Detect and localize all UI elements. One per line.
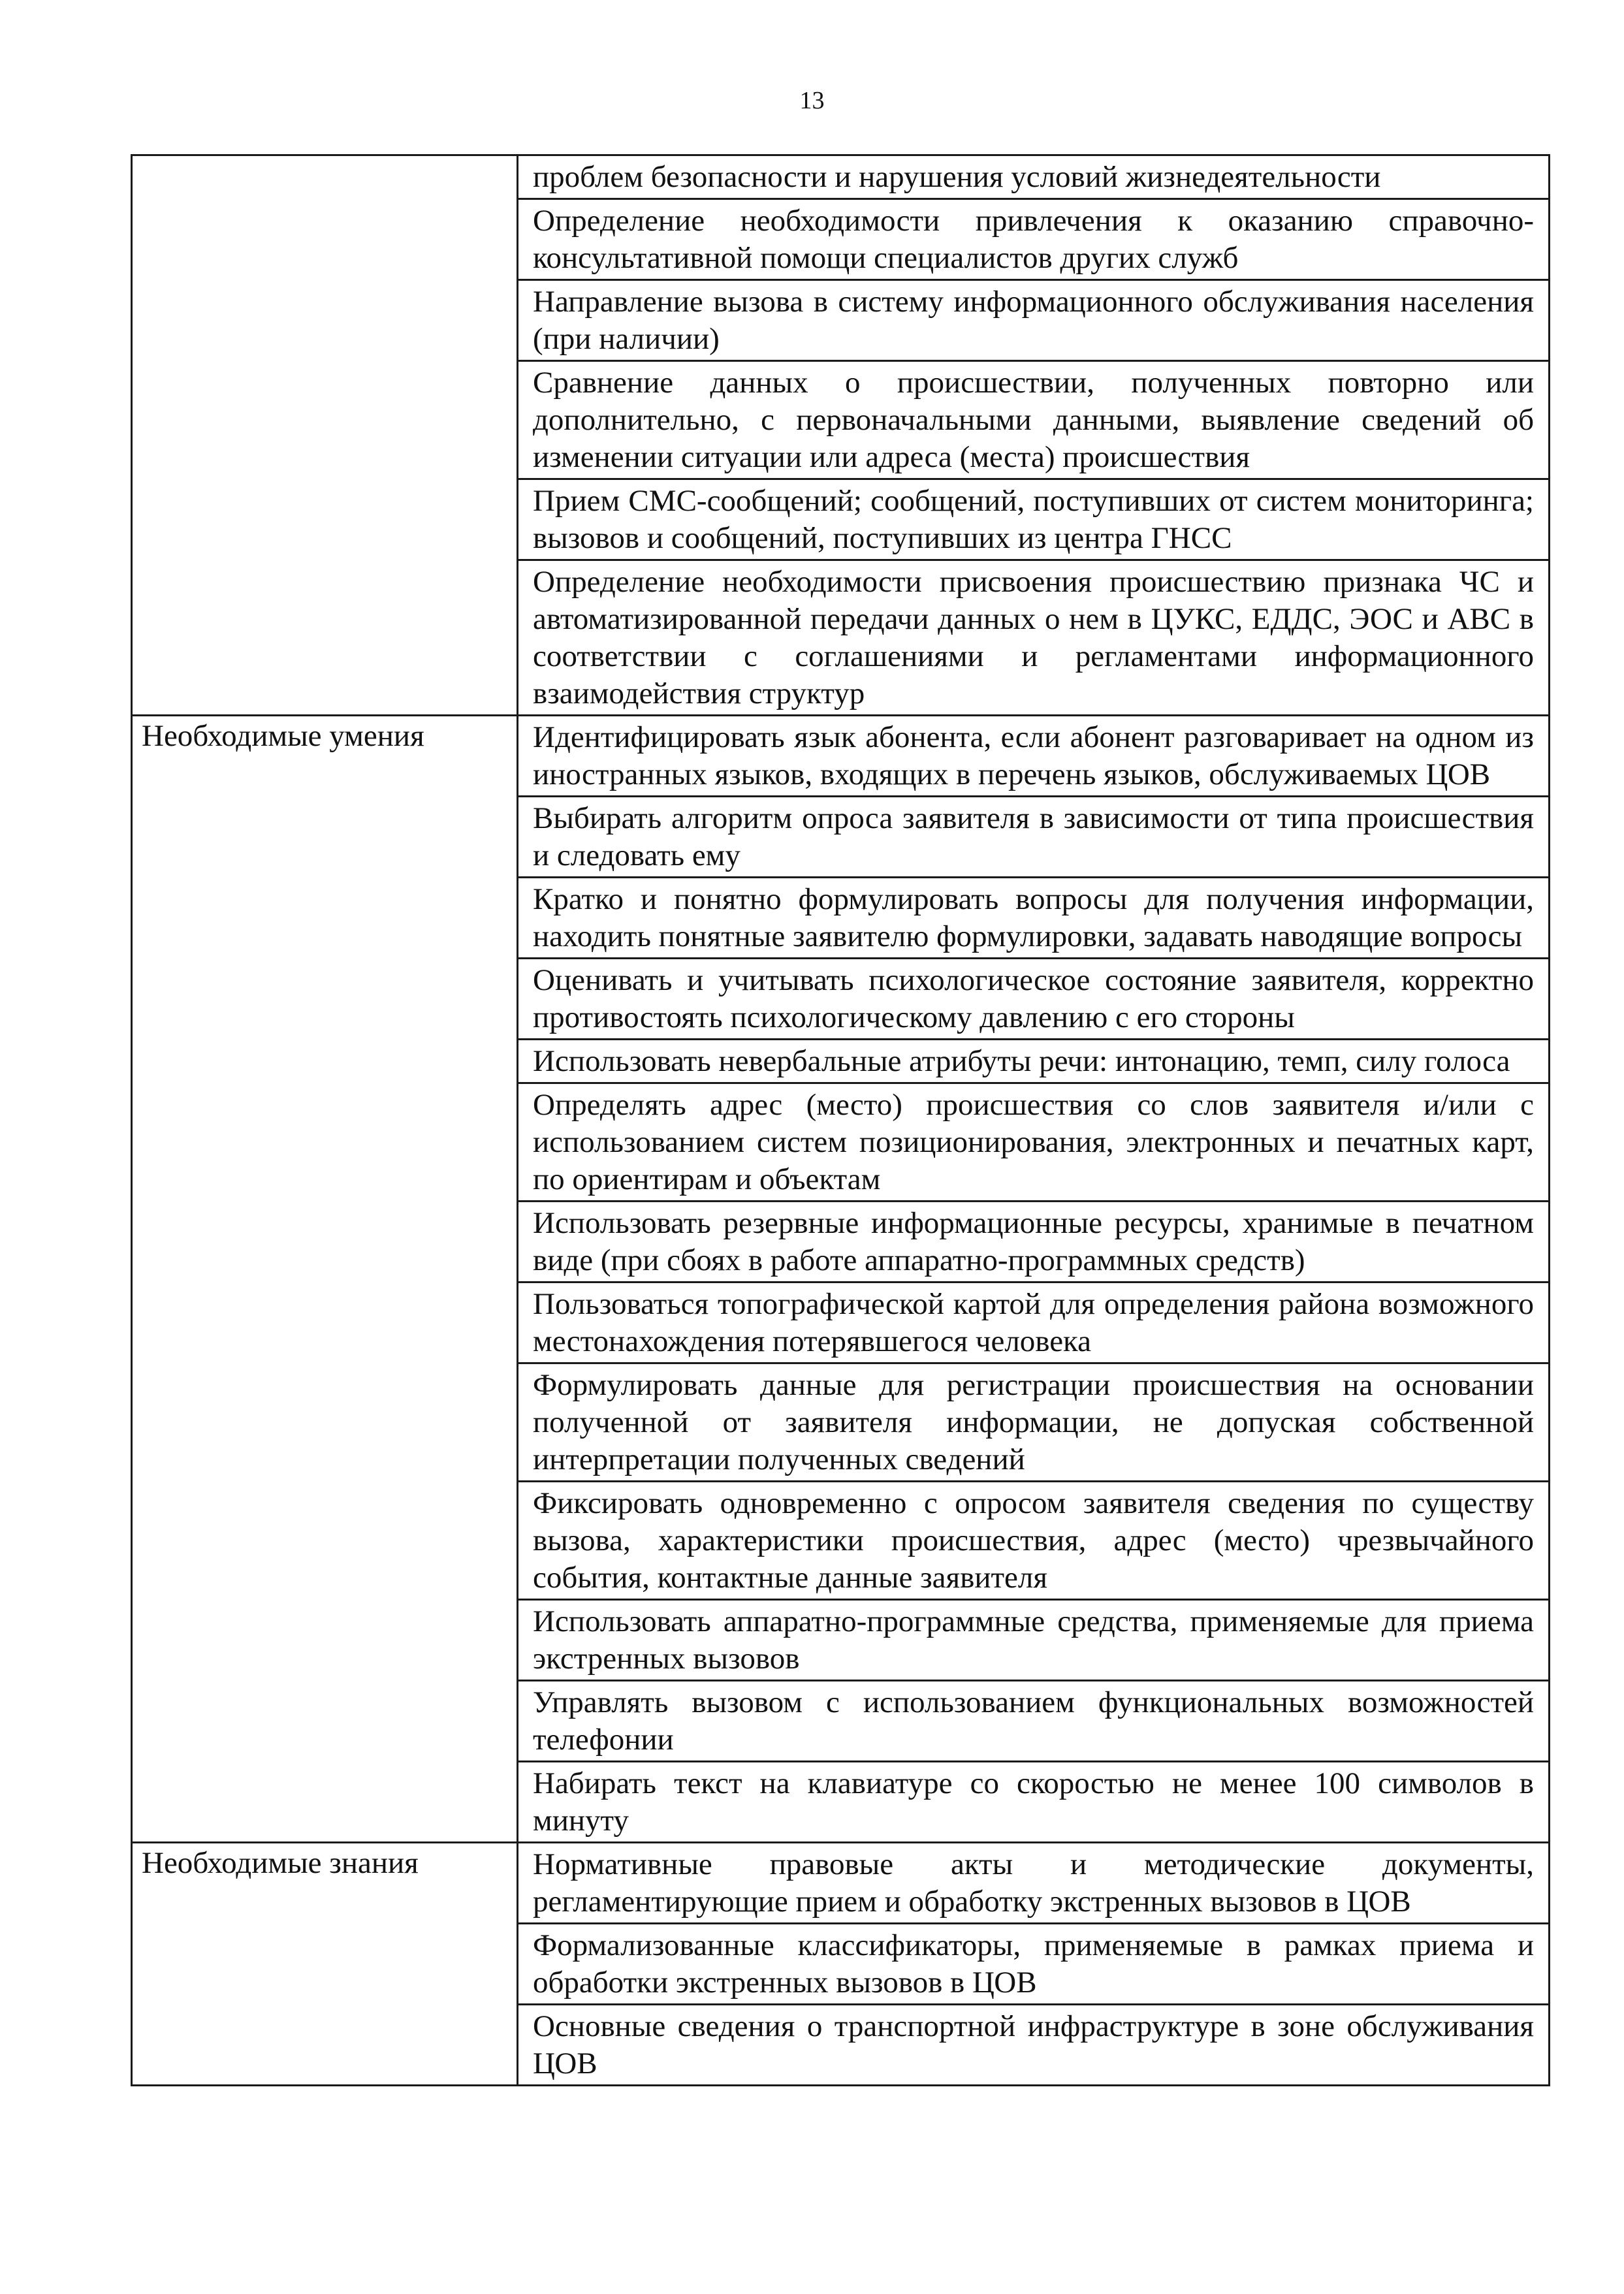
table-cell-text: Набирать текст на клавиатуре со скоростью не менее 100 символов в минуту [533, 1766, 1534, 1838]
table-row [132, 878, 1550, 959]
section-label: Необходимые умения [132, 716, 518, 797]
table-row [132, 1482, 1550, 1600]
table-row [132, 1843, 1550, 1924]
table-row [132, 361, 1550, 479]
table-cell-text: Использовать невербальные атрибуты речи: интонацию, темп, силу голоса [533, 1044, 1510, 1078]
table-cell-text: Прием СМС-сообщений; сообщений, поступивших от систем мониторинга; вызовов и сообщений, поступивших из центра ГНСС [533, 484, 1534, 555]
table-row [132, 959, 1550, 1040]
table-row [132, 1600, 1550, 1681]
table-cell-text: Управлять вызовом с использованием функциональных возможностей телефонии [533, 1685, 1534, 1757]
table-row [132, 797, 1550, 878]
page-number: 13 [799, 87, 825, 114]
table-cell-text: Нормативные правовые акты и методические документы, регламентирующие прием и обработку экстренных вызовов в ЦОВ [533, 1847, 1534, 1919]
table-cell-text: Выбирать алгоритм опроса заявителя в зависимости от типа происшествия и следовать ему [533, 801, 1534, 872]
competency-table [131, 154, 1550, 2086]
table-cell-text: Пользоваться топографической картой для определения района возможного местонахождения потерявшегося человека [533, 1287, 1534, 1358]
table-cell-text: Фиксировать одновременно с опросом заявителя сведения по существу вызова, характеристики происшествия, адрес (место) чрезвычайного события, контактные данные заявителя [533, 1486, 1534, 1595]
table-cell-text: Формулировать данные для регистрации происшествия на основании полученной от заявителя информации, не допуская собственной интерпретации полученных сведений [533, 1368, 1534, 1476]
table-cell-text: Определение необходимости присвоения происшествию признака ЧС и автоматизированной передачи данных о нем в ЦУКС, ЕДДС, ЭОС и АВС в соответствии с соглашениями и регламентами информационного взаимодействия структур [533, 565, 1534, 710]
table-row [132, 2005, 1550, 2086]
table-row [132, 1762, 1550, 1843]
table-row [132, 716, 1550, 797]
table-cell-text: Направление вызова в систему информационного обслуживания населения (при наличии) [533, 285, 1534, 356]
table-row [132, 1202, 1550, 1282]
table-cell-text: Определение необходимости привлечения к оказанию справочно-консультативной помощи специалистов других служб [533, 204, 1534, 275]
table-cell-text: Определять адрес (место) происшествия со слов заявителя и/или с использованием систем позиционирования, электронных и печатных карт, по ориентирам и объектам [533, 1088, 1534, 1196]
table-row [132, 1282, 1550, 1363]
table-row [132, 1924, 1550, 2005]
table-cell-text: Основные сведения о транспортной инфраструктуре в зоне обслуживания ЦОВ [533, 2009, 1534, 2080]
table-row [132, 560, 1550, 716]
table-cell-text: Формализованные классификаторы, применяемые в рамках приема и обработки экстренных вызовов в ЦОВ [533, 1928, 1534, 1999]
section-label [132, 155, 518, 199]
table-cell-text: проблем безопасности и нарушения условий жизнедеятельности [533, 160, 1381, 194]
table-cell-text: Использовать резервные информационные ресурсы, хранимые в печатном виде (при сбоях в работе аппаратно-программных средств) [533, 1206, 1534, 1277]
table-row [132, 1040, 1550, 1083]
table-row [132, 1363, 1550, 1482]
table-row [132, 280, 1550, 361]
table-cell-text: Оценивать и учитывать психологическое состояние заявителя, корректно противостоять психологическому давлению с его стороны [533, 963, 1534, 1034]
table-cell-text: Сравнение данных о происшествии, полученных повторно или дополнительно, с первоначальными данными, выявление сведений об изменении ситуации или адреса (места) происшествия [533, 366, 1534, 474]
section-label: Необходимые знания [132, 1843, 518, 1924]
table-row [132, 1681, 1550, 1762]
table-cell-text: Кратко и понятно формулировать вопросы для получения информации, находить понятные заявителю формулировки, задавать наводящие вопросы [533, 882, 1534, 953]
table-row [132, 479, 1550, 560]
table-row [132, 1083, 1550, 1202]
table-row [132, 155, 1550, 199]
table-row [132, 199, 1550, 280]
table-cell-text: Идентифицировать язык абонента, если абонент разговаривает на одном из иностранных языков, входящих в перечень языков, обслуживаемых ЦОВ [533, 720, 1534, 791]
table-cell-text: Использовать аппаратно-программные средства, применяемые для приема экстренных вызовов [533, 1604, 1534, 1676]
